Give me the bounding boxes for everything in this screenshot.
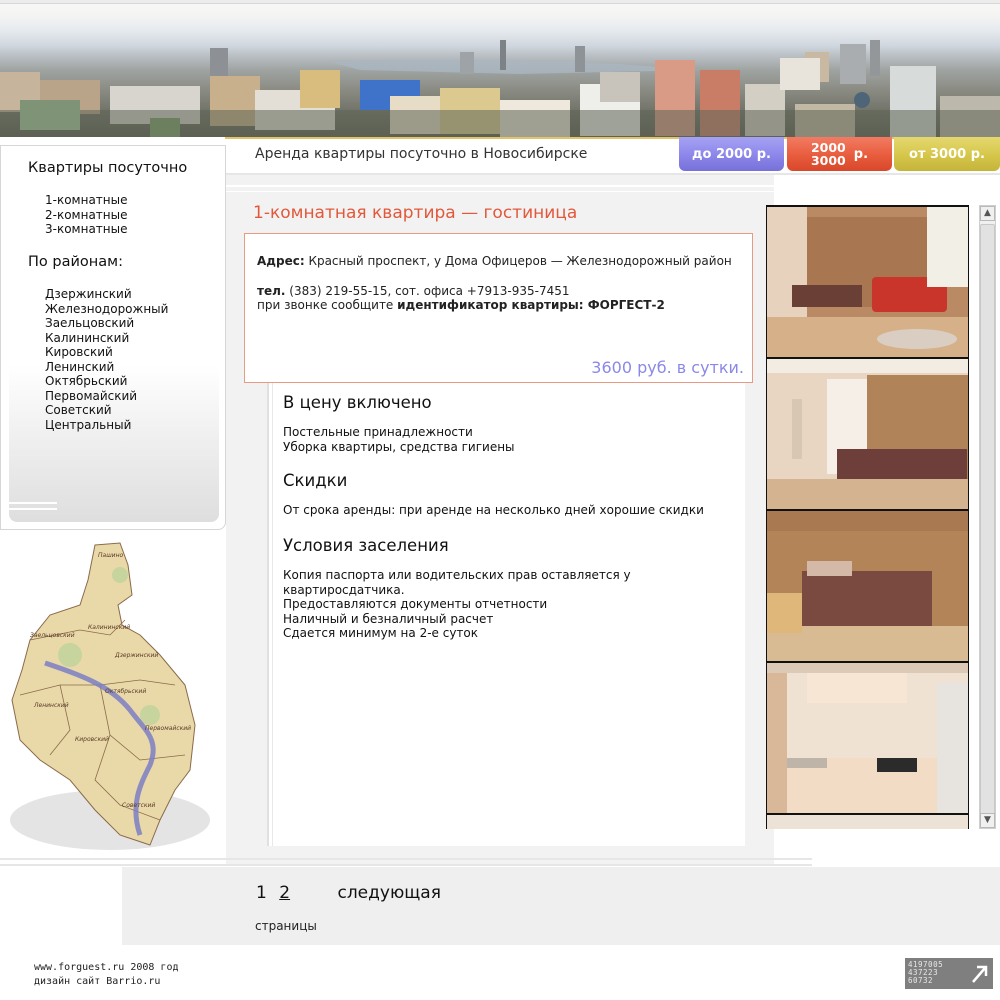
- section-conditions-heading: Условия заселения: [283, 536, 449, 555]
- footer: [34, 961, 179, 989]
- districts-list: [45, 287, 168, 432]
- bottom-divider: [0, 864, 812, 866]
- map-label-leninsky: Ленинский: [34, 702, 69, 709]
- phone-value: (383) 219-55-15, сот. офиса +7913-935-7451: [285, 284, 570, 298]
- listing-info-box: [244, 233, 753, 383]
- address-line: [257, 254, 732, 268]
- apartment-id: идентификатор квартиры: ФОРГЕСТ-2: [397, 298, 665, 312]
- section-included: [283, 393, 515, 454]
- apartment-photo[interactable]: [767, 207, 968, 357]
- details-border: [272, 383, 273, 846]
- page-title: Аренда квартиры посуточно в Новосибирске: [255, 146, 588, 162]
- sidebar-item-zaeltsovsky[interactable]: Заельцовский: [45, 316, 135, 330]
- price-filter-over-3000-button[interactable]: [894, 137, 1000, 171]
- counter-line: 4197005: [908, 960, 944, 969]
- section-conditions-text: [283, 568, 631, 641]
- section-discounts: [283, 471, 704, 518]
- sidebar-item-leninsky[interactable]: Ленинский: [45, 359, 115, 374]
- apartment-photo[interactable]: [767, 815, 968, 829]
- map-label-pervomaisky: Первомайский: [145, 725, 192, 732]
- bottom-divider: [0, 858, 812, 860]
- map-label-pashino: Пашино: [98, 552, 124, 559]
- rooms-list: [45, 193, 128, 237]
- price-per-day: 3600 руб. в сутки.: [591, 358, 744, 377]
- sidebar-item-2-room[interactable]: 2-комнатные: [45, 207, 128, 222]
- conditions-line: Копия паспорта или водительских прав оставляется у: [283, 568, 631, 582]
- sidebar-heading-districts: По районам:: [28, 254, 123, 270]
- pagination: [122, 867, 1000, 945]
- section-included-text: [283, 425, 515, 454]
- counter-line: 60732: [908, 976, 934, 985]
- footer-design-credit[interactable]: дизайн сайт Barrio.ru: [34, 976, 161, 987]
- pagination-label: страницы: [255, 919, 317, 933]
- address-value: Красный проспект, у Дома Офицеров — Железнодорожный район: [304, 254, 732, 268]
- section-discounts-heading: Скидки: [283, 471, 348, 490]
- phone-block: [257, 284, 665, 312]
- sidebar-heading-rooms: Квартиры посуточно: [28, 160, 188, 176]
- sidebar-item-1-room[interactable]: 1-комнатные: [45, 193, 128, 207]
- apartment-id-line: [257, 298, 665, 312]
- map-label-oktyabrsky: Октябрьский: [105, 688, 147, 695]
- discounts-line: От срока аренды: при аренде на несколько дней хорошие скидки: [283, 503, 704, 517]
- visit-counter[interactable]: [905, 958, 993, 989]
- map-label-kirovsky: Кировский: [75, 736, 109, 743]
- counter-arrow-icon: [970, 961, 990, 986]
- page-link-2[interactable]: 2: [279, 883, 291, 903]
- price-range-to: 3000: [810, 153, 846, 168]
- included-line: Постельные принадлежности: [283, 425, 473, 439]
- footer-copyright[interactable]: www.forguest.ru 2008 год: [34, 962, 179, 973]
- counter-line: 437223: [908, 968, 939, 977]
- address-label: Адрес:: [257, 254, 305, 268]
- photo-scrollbar[interactable]: [979, 205, 996, 829]
- phone-label: тел.: [257, 284, 286, 298]
- map-label-sovetsky: Советский: [122, 802, 156, 809]
- sidebar-item-kalininsky[interactable]: Калининский: [45, 330, 130, 345]
- map-label-dzerzhinsky: Дзержинский: [115, 652, 159, 659]
- city-panorama-banner: [0, 0, 1000, 137]
- conditions-line: квартиросдатчика.: [283, 582, 405, 597]
- sidebar-item-pervomaisky[interactable]: Первомайский: [45, 388, 138, 403]
- sidebar-nav: [0, 145, 226, 530]
- listing-title: 1-комнатная квартира — гостиница: [253, 203, 578, 223]
- section-conditions: [283, 536, 631, 641]
- details-border: [267, 383, 269, 846]
- apartment-photo[interactable]: [767, 663, 968, 813]
- apartment-photo[interactable]: [767, 511, 968, 661]
- city-skyline-image: [0, 0, 1000, 137]
- sidebar-item-zheleznodorozhny[interactable]: Железнодорожный: [45, 301, 169, 316]
- map-label-kalininsky: Калининский: [88, 624, 131, 631]
- sidebar-item-sovetsky[interactable]: Советский: [45, 403, 112, 417]
- section-included-heading: В цену включено: [283, 393, 432, 412]
- district-map[interactable]: [0, 535, 210, 860]
- pagination-links: [256, 883, 448, 903]
- sidebar-item-oktyabrsky[interactable]: Октябрьский: [45, 374, 128, 388]
- price-range-suffix: р.: [853, 146, 869, 162]
- scroll-down-icon[interactable]: ▼: [980, 813, 995, 828]
- conditions-line: Наличный и безналичный расчет: [283, 611, 494, 626]
- included-line: Уборка квартиры, средства гигиены: [283, 439, 515, 454]
- scroll-thumb[interactable]: [980, 224, 995, 824]
- sidebar-item-3-room[interactable]: 3-комнатные: [45, 222, 128, 236]
- apartment-photo[interactable]: [767, 359, 968, 509]
- sidebar-item-tsentralny[interactable]: Центральный: [45, 417, 132, 432]
- content-divider: [226, 185, 774, 187]
- price-range-stack: [811, 141, 846, 167]
- scroll-up-icon[interactable]: ▲: [980, 206, 995, 221]
- price-filter-over-3000-label: от 3000 р.: [909, 146, 985, 162]
- price-range-from: 2000: [810, 140, 846, 155]
- conditions-line: Предоставляются документы отчетности: [283, 597, 548, 611]
- sidebar-item-kirovsky[interactable]: Кировский: [45, 345, 113, 359]
- sidebar-deco-line: [1, 508, 57, 510]
- page-link-1[interactable]: 1: [256, 883, 267, 903]
- sidebar-item-dzerzhinsky[interactable]: Дзержинский: [45, 287, 132, 301]
- content-divider: [226, 191, 774, 192]
- price-filter-2000-3000-button[interactable]: [787, 137, 892, 171]
- price-filter-under-2000-button[interactable]: [679, 137, 784, 171]
- conditions-line: Сдается минимум на 2-е суток: [283, 626, 479, 640]
- sidebar-deco-line: [1, 502, 57, 504]
- price-filter-under-2000-label: до 2000 р.: [692, 146, 771, 162]
- map-label-zaeltsovsky: Заельцовский: [30, 632, 75, 639]
- next-page-link[interactable]: следующая: [337, 883, 441, 903]
- apartment-id-prefix: при звонке сообщите: [257, 298, 398, 312]
- counter-values: [908, 961, 943, 985]
- photo-gallery[interactable]: [766, 205, 969, 829]
- phone-line: [257, 284, 665, 298]
